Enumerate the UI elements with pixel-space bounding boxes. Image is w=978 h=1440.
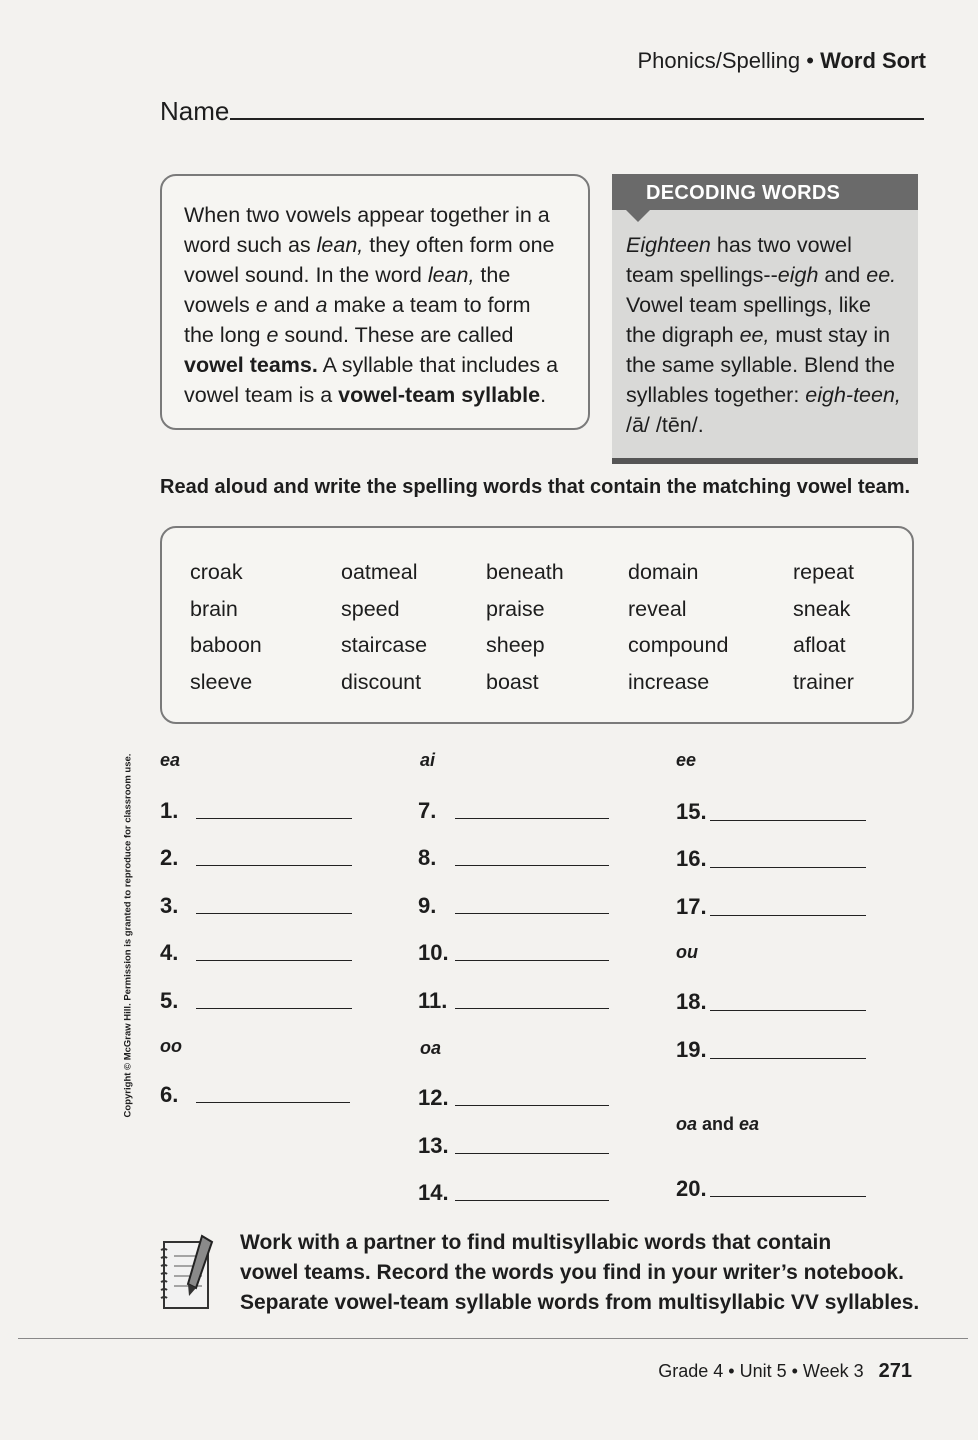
page-number: 271 (878, 1360, 912, 1382)
spelling-word: increase (628, 669, 710, 694)
spelling-word: reveal (628, 596, 687, 621)
copyright-notice: Copyright © McGraw Hill. Permission is granted to reproduce for classroom use. (122, 753, 134, 1118)
spelling-word: discount (341, 669, 422, 694)
answer-line[interactable] (196, 865, 352, 866)
spelling-word: beneath (486, 560, 564, 584)
partner-activity: Work with a partner to find multisyllabic words that contain vowel teams. Record the words you find in your writer’s notebook. Separate vowel-team syllable words from multisyllabic VV syllables. (240, 1231, 920, 1314)
section-label-ea: ea (160, 750, 181, 770)
notebook-pencil-icon (158, 1232, 220, 1312)
word-column (628, 554, 728, 700)
spelling-word: staircase (341, 633, 428, 657)
answer-number: 10. (418, 940, 449, 965)
instructions: Read aloud and write the spelling words that contain the matching vowel team. (160, 476, 911, 498)
section-label-oa: oa (420, 1038, 442, 1058)
answer-number: 5. (160, 988, 179, 1013)
answer-number: 2. (160, 845, 179, 870)
answer-number: 20. (676, 1176, 707, 1201)
spelling-word: domain (628, 560, 699, 584)
answer-number: 14. (418, 1180, 449, 1205)
spelling-word: repeat (793, 560, 854, 584)
answer-number: 17. (676, 894, 707, 919)
footer-divider (18, 1338, 968, 1339)
word-column (486, 554, 564, 700)
word-column (190, 554, 262, 700)
header-separator: • (806, 48, 814, 73)
section-label-ai: ai (420, 750, 436, 770)
spelling-word: oatmeal (341, 560, 418, 584)
answer-number: 16. (676, 846, 707, 871)
answer-line[interactable] (196, 1102, 350, 1103)
word-column (341, 554, 427, 700)
answer-number: 18. (676, 989, 707, 1014)
page-footer (658, 1360, 912, 1383)
spelling-word: praise (486, 596, 545, 621)
header-title (637, 48, 926, 74)
decoding-words-box (612, 174, 918, 464)
answer-line[interactable] (710, 1196, 866, 1197)
answer-number: 3. (160, 893, 179, 918)
spelling-word: afloat (793, 633, 846, 657)
decoding-words-text: Eighteen has two vowel team spellings--eigh and ee. Vowel team spellings, like the digraph ee, must stay in the same syllable. Blend the syllables together: eigh-teen, /ā/ /tēn/. (626, 233, 901, 437)
spelling-word: croak (190, 560, 243, 584)
answer-line[interactable] (455, 1200, 609, 1201)
answer-number: 19. (676, 1037, 707, 1062)
title-notch (626, 210, 650, 222)
answer-line[interactable] (196, 818, 352, 819)
spelling-word: baboon (190, 633, 262, 657)
footer-location: Grade 4 • Unit 5 • Week 3 (658, 1361, 864, 1381)
spelling-word: compound (628, 633, 729, 657)
answer-line[interactable] (196, 960, 352, 961)
decoding-words-title: DECODING WORDS (612, 174, 918, 210)
answer-line[interactable] (455, 913, 609, 914)
answer-line[interactable] (196, 1008, 352, 1009)
spelling-word: boast (486, 669, 539, 694)
answer-number: 15. (676, 799, 707, 824)
spelling-word-box (160, 526, 914, 724)
header-activity: Word Sort (820, 48, 926, 73)
answer-line[interactable] (455, 960, 609, 961)
section-label-oa-and-ea: oa and ea (676, 1114, 760, 1134)
answer-line[interactable] (455, 1008, 609, 1009)
word-column (793, 554, 854, 700)
name-write-line[interactable] (230, 118, 924, 120)
answer-number: 9. (418, 893, 437, 918)
spelling-word: trainer (793, 669, 854, 694)
answer-number: 12. (418, 1085, 449, 1110)
answer-line[interactable] (710, 1058, 866, 1059)
answer-number: 8. (418, 845, 437, 870)
header-subject: Phonics/Spelling (637, 48, 801, 73)
answer-line[interactable] (455, 1105, 609, 1106)
spelling-word: speed (341, 596, 400, 621)
answer-line[interactable] (455, 1153, 609, 1154)
section-label-ee: ee (676, 750, 697, 770)
answer-line[interactable] (455, 865, 609, 866)
answer-number: 11. (418, 988, 448, 1013)
answer-line[interactable] (455, 818, 609, 819)
spelling-word: brain (190, 596, 238, 621)
answer-number: 4. (160, 940, 179, 965)
spelling-word: sleeve (190, 669, 253, 694)
answer-line[interactable] (710, 915, 866, 916)
section-label-ou: ou (676, 942, 698, 962)
spelling-word: sneak (793, 596, 851, 621)
answer-line[interactable] (710, 867, 866, 868)
answer-line[interactable] (710, 1010, 866, 1011)
answer-line[interactable] (196, 913, 352, 914)
name-label: Name (160, 96, 230, 126)
section-label-oo: oo (160, 1036, 182, 1056)
vowel-team-rule-box: When two vowels appear together in a word such as lean, they often form one vowel sound. In the word lean, the vowels e and a make a team to form the long e sound. These are called vowel teams. A syllable that includes a vowel team is a vowel-team syllable. (160, 174, 590, 430)
answer-number: 13. (418, 1133, 449, 1158)
answer-number: 6. (160, 1082, 179, 1107)
answer-line[interactable] (710, 820, 866, 821)
answer-number: 7. (418, 798, 437, 823)
answer-number: 1. (160, 798, 179, 823)
spelling-word: sheep (486, 633, 545, 657)
